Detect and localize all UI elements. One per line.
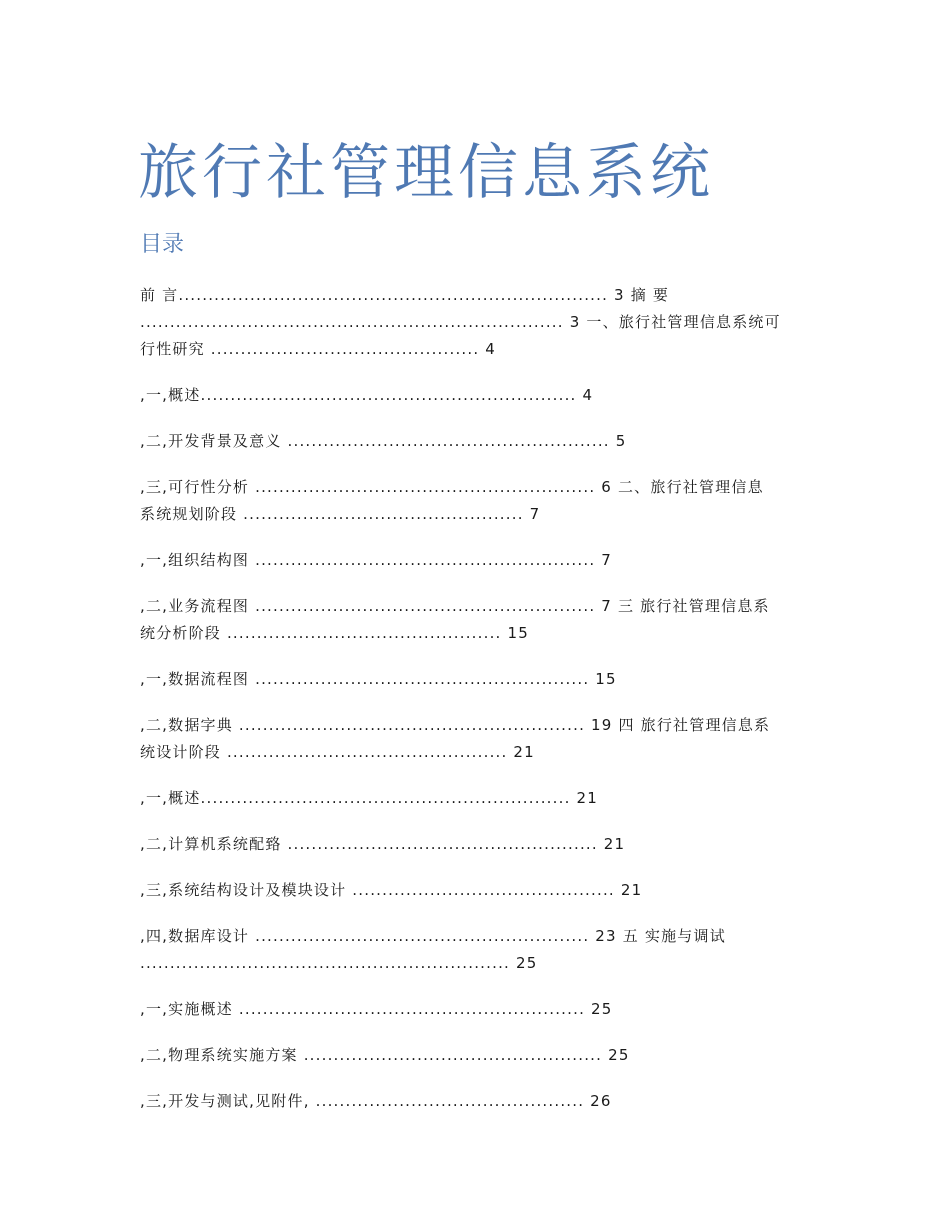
toc-heading: 目录 bbox=[140, 232, 185, 257]
toc-entry[interactable]: ,一,实施概述 .......................................................... 25 bbox=[140, 1000, 613, 1018]
toc-entry[interactable]: ,二,开发背景及意义 ...................................................... 5 bbox=[140, 432, 627, 450]
toc-entry[interactable]: ,一,数据流程图 ........................................................ 15 bbox=[140, 670, 617, 688]
toc-entry[interactable]: ,一,概述.............................................................. 21 bbox=[140, 789, 599, 807]
toc-entry[interactable]: ,二,数据字典 .......................................................... 19 四 旅行社管理信息系 统设计阶段 ............................................... 21 bbox=[140, 716, 771, 761]
toc-entry[interactable]: ,三,可行性分析 ......................................................... 6 二、旅行社管理信息 系统规划阶段 ............................................... 7 bbox=[140, 478, 764, 523]
toc-entry[interactable]: ,二,物理系统实施方案 .................................................. 25 bbox=[140, 1046, 630, 1064]
toc-entry[interactable]: 前 言........................................................................ 3 摘 要 ....................................................................... 3 一、旅行社管理信息系统可 行性研究 ............................................. 4 bbox=[140, 286, 781, 358]
toc-entry[interactable]: ,二,计算机系统配臵 .................................................... 21 bbox=[140, 835, 626, 853]
toc-entry[interactable]: ,一,概述............................................................... 4 bbox=[140, 386, 594, 404]
toc-entry[interactable]: ,三,系统结构设计及模块设计 ............................................ 21 bbox=[140, 881, 643, 899]
toc-entry[interactable]: ,二,业务流程图 ......................................................... 7 三 旅行社管理信息系 统分析阶段 .............................................. 15 bbox=[140, 597, 770, 642]
toc-entry[interactable]: ,一,组织结构图 ......................................................... 7 bbox=[140, 551, 612, 569]
toc-entry[interactable]: ,四,数据库设计 ........................................................ 23 五 实施与调试 .............................................................. 25 bbox=[140, 927, 726, 972]
table-of-contents bbox=[140, 282, 810, 1134]
document-title: 旅行社管理信息系统 bbox=[138, 138, 714, 208]
toc-entry[interactable]: ,三,开发与测试,见附件, ............................................. 26 bbox=[140, 1092, 612, 1110]
